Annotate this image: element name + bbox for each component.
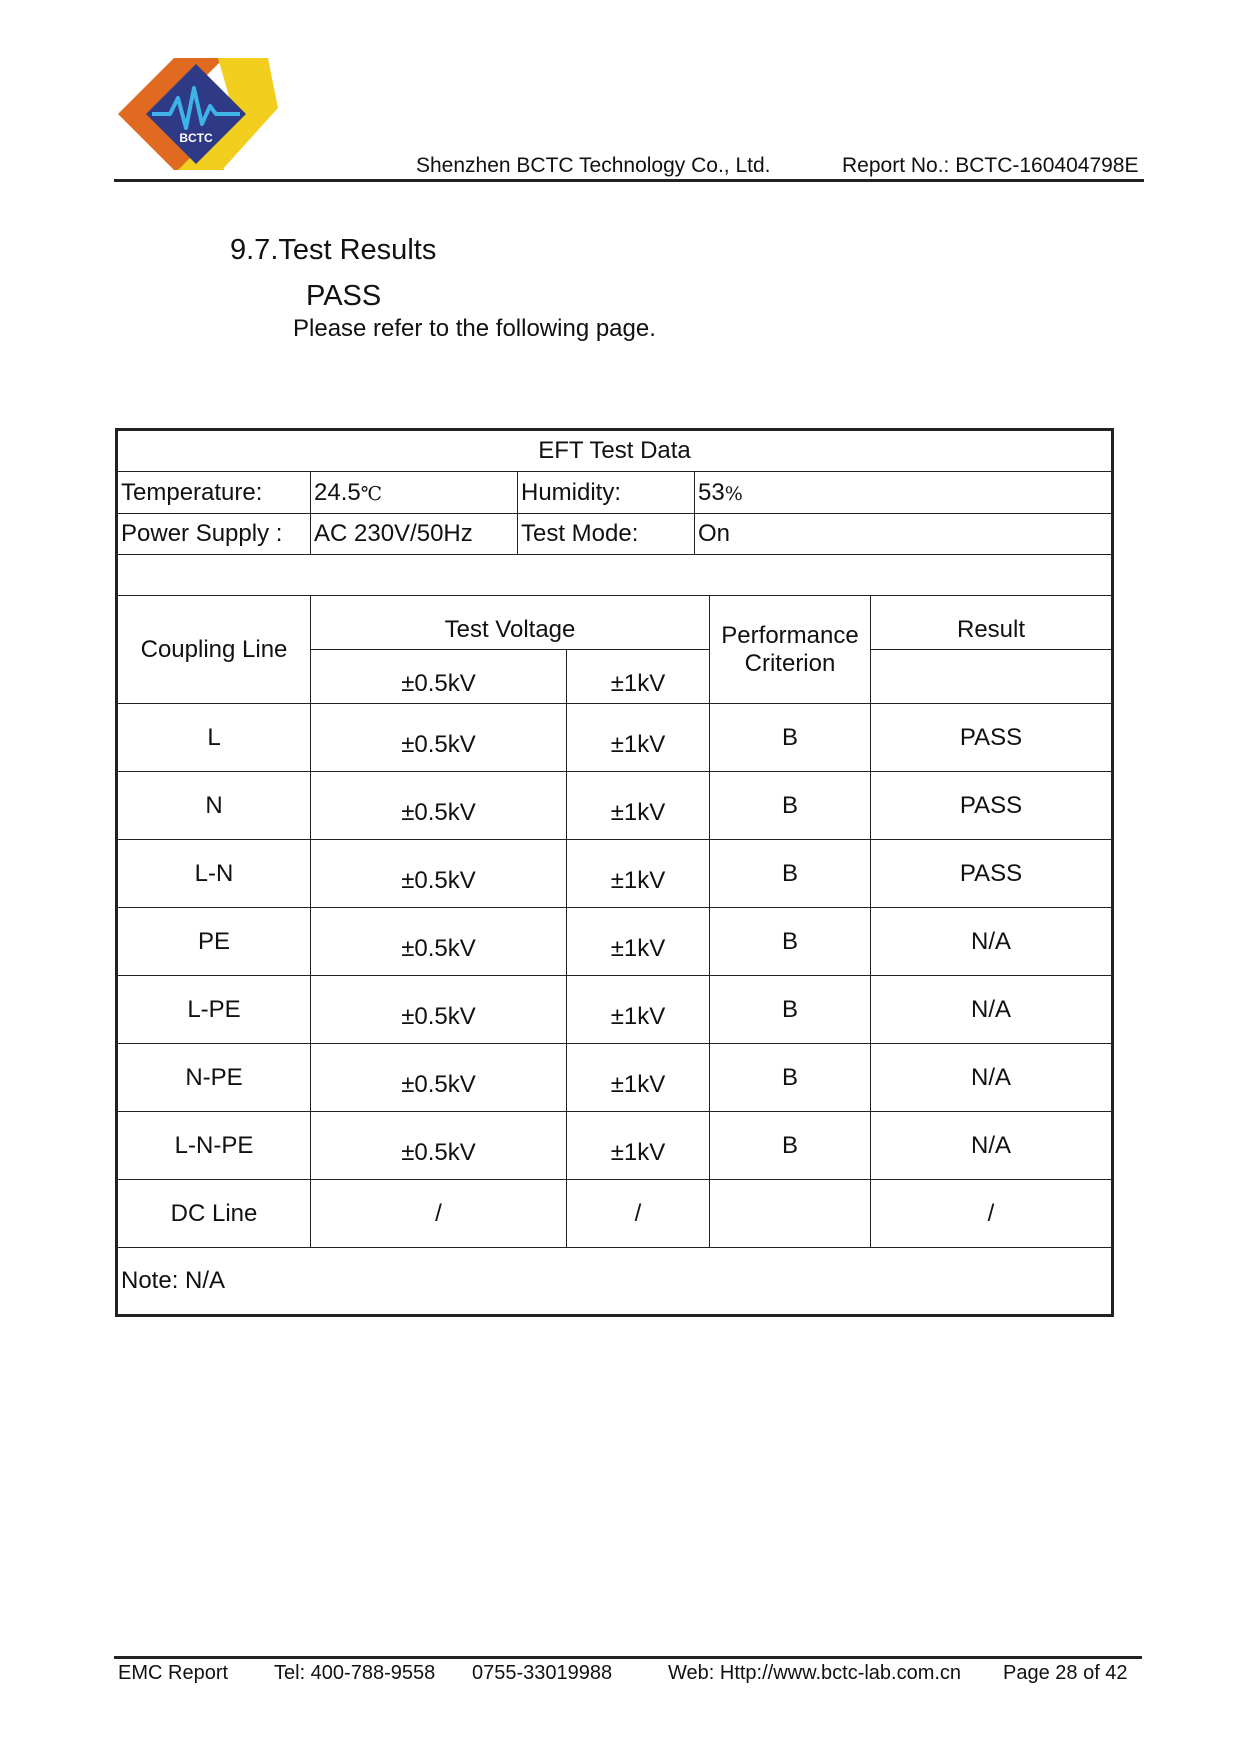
criterion-cell xyxy=(710,1180,871,1248)
temperature-number: 24.5 xyxy=(314,478,361,506)
coupling-line-cell: PE xyxy=(117,908,311,976)
criterion-line-2: Criterion xyxy=(744,649,836,677)
voltage-one-kv-cell: ±1kV xyxy=(567,1112,710,1180)
power-supply-value: AC 230V/50Hz xyxy=(311,514,518,555)
table-note: Note: N/A xyxy=(117,1248,1113,1316)
col-result-blank xyxy=(871,650,1113,704)
env-row-1 xyxy=(117,472,1113,514)
voltage-half-kv-cell: ±0.5kV xyxy=(311,704,567,772)
blank-cell xyxy=(117,555,1113,596)
criterion-cell: B xyxy=(710,772,871,840)
voltage-half-kv-cell: / xyxy=(311,1180,567,1248)
temperature-label: Temperature: xyxy=(117,472,311,514)
voltage-one-kv-cell: ±1kV xyxy=(567,840,710,908)
report-number: Report No.: BCTC-160404798E xyxy=(842,154,1139,177)
coupling-line-cell: N-PE xyxy=(117,1044,311,1112)
table-row xyxy=(117,704,1113,772)
table-title-row xyxy=(117,430,1113,472)
table-row xyxy=(117,840,1113,908)
power-supply-label: Power Supply : xyxy=(117,514,311,555)
overall-result: PASS xyxy=(306,280,382,312)
company-name: Shenzhen BCTC Technology Co., Ltd. xyxy=(416,154,771,177)
result-cell: / xyxy=(871,1180,1113,1248)
table-row xyxy=(117,1112,1113,1180)
table-row xyxy=(117,772,1113,840)
eft-test-data-table xyxy=(115,428,1114,1317)
humidity-value xyxy=(695,472,1113,514)
temperature-value xyxy=(311,472,518,514)
header-divider xyxy=(114,179,1144,182)
col-voltage-one-kv: ±1kV xyxy=(567,650,710,704)
note-row xyxy=(117,1248,1113,1316)
voltage-half-kv-cell: ±0.5kV xyxy=(311,772,567,840)
coupling-line-cell: DC Line xyxy=(117,1180,311,1248)
refer-note: Please refer to the following page. xyxy=(293,315,656,342)
humidity-number: 53 xyxy=(698,478,725,506)
col-performance-criterion xyxy=(710,596,871,704)
spacer-row xyxy=(117,555,1113,596)
table-row xyxy=(117,908,1113,976)
result-cell: N/A xyxy=(871,1112,1113,1180)
footer-page-number: Page 28 of 42 xyxy=(1003,1662,1128,1684)
footer-divider xyxy=(114,1656,1142,1659)
voltage-half-kv-cell: ±0.5kV xyxy=(311,908,567,976)
col-coupling-line: Coupling Line xyxy=(117,596,311,704)
coupling-line-cell: L xyxy=(117,704,311,772)
col-result: Result xyxy=(871,596,1113,650)
result-cell: N/A xyxy=(871,1044,1113,1112)
table-row xyxy=(117,1180,1113,1248)
header-row-1 xyxy=(117,596,1113,650)
criterion-line-1: Performance xyxy=(721,621,859,649)
voltage-one-kv-cell: ±1kV xyxy=(567,908,710,976)
criterion-cell: B xyxy=(710,840,871,908)
criterion-cell: B xyxy=(710,908,871,976)
coupling-line-cell: N xyxy=(117,772,311,840)
table-row xyxy=(117,976,1113,1044)
result-cell: N/A xyxy=(871,976,1113,1044)
criterion-cell: B xyxy=(710,976,871,1044)
col-test-voltage: Test Voltage xyxy=(311,596,710,650)
humidity-label: Humidity: xyxy=(518,472,695,514)
criterion-cell: B xyxy=(710,704,871,772)
temperature-unit: ℃ xyxy=(360,482,382,505)
table-title: EFT Test Data xyxy=(117,430,1113,472)
coupling-line-cell: L-N xyxy=(117,840,311,908)
voltage-one-kv-cell: ±1kV xyxy=(567,976,710,1044)
footer-tel-2: 0755-33019988 xyxy=(472,1662,613,1684)
humidity-unit: % xyxy=(724,482,743,505)
voltage-half-kv-cell: ±0.5kV xyxy=(311,976,567,1044)
voltage-one-kv-cell: ±1kV xyxy=(567,772,710,840)
env-row-2 xyxy=(117,514,1113,555)
result-cell: PASS xyxy=(871,704,1113,772)
criterion-cell: B xyxy=(710,1044,871,1112)
voltage-one-kv-cell: ±1kV xyxy=(567,704,710,772)
footer-doc-type: EMC Report xyxy=(118,1662,229,1684)
col-voltage-half-kv: ±0.5kV xyxy=(311,650,567,704)
voltage-one-kv-cell: / xyxy=(567,1180,710,1248)
section-title: 9.7.Test Results xyxy=(230,234,437,266)
coupling-line-cell: L-PE xyxy=(117,976,311,1044)
result-cell: PASS xyxy=(871,772,1113,840)
voltage-one-kv-cell: ±1kV xyxy=(567,1044,710,1112)
logo-text: BCTC xyxy=(179,131,213,145)
bctc-logo xyxy=(112,58,280,170)
criterion-cell: B xyxy=(710,1112,871,1180)
test-mode-value: On xyxy=(695,514,1113,555)
voltage-half-kv-cell: ±0.5kV xyxy=(311,1044,567,1112)
coupling-line-cell: L-N-PE xyxy=(117,1112,311,1180)
footer-web: Web: Http://www.bctc-lab.com.cn xyxy=(668,1662,962,1684)
result-cell: PASS xyxy=(871,840,1113,908)
footer-tel: Tel: 400-788-9558 xyxy=(274,1662,436,1684)
voltage-half-kv-cell: ±0.5kV xyxy=(311,840,567,908)
test-mode-label: Test Mode: xyxy=(518,514,695,555)
result-cell: N/A xyxy=(871,908,1113,976)
table-row xyxy=(117,1044,1113,1112)
voltage-half-kv-cell: ±0.5kV xyxy=(311,1112,567,1180)
